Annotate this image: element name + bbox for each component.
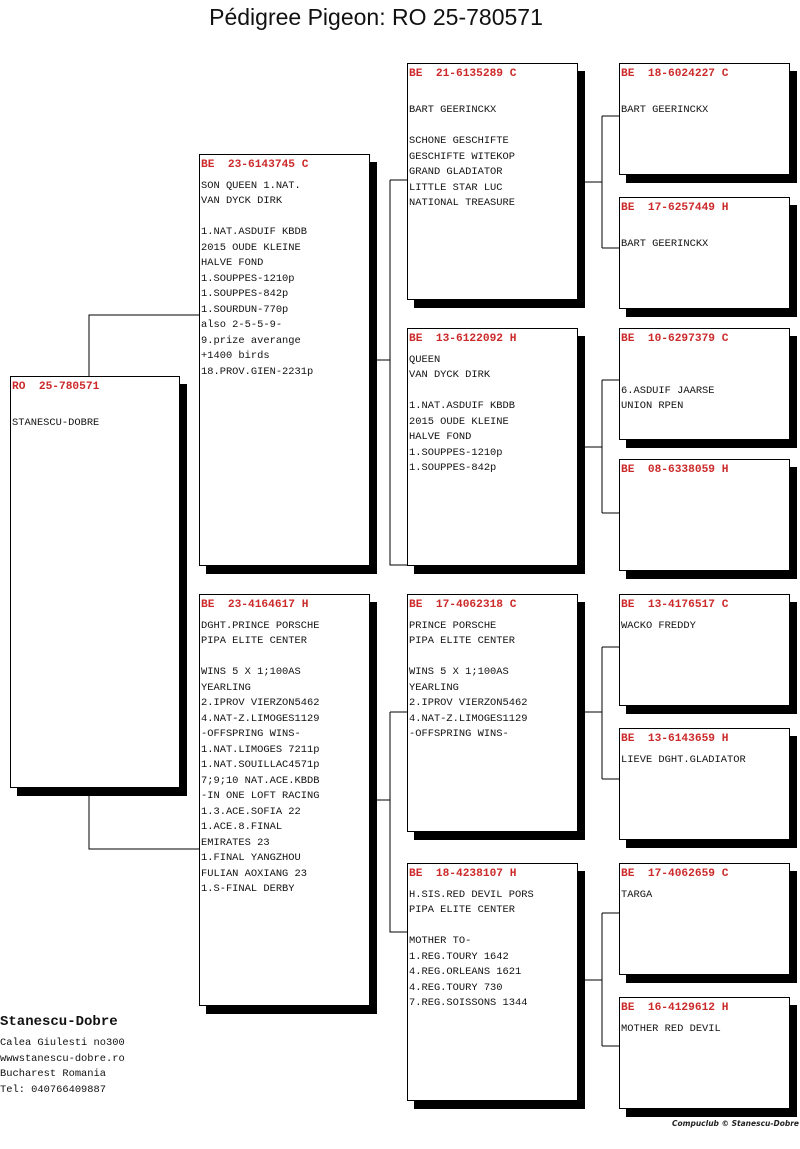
info-line: YEARLING bbox=[201, 681, 251, 694]
info-line: 4.NAT-Z.LIMOGES1129 bbox=[201, 712, 320, 725]
sire-dam-card bbox=[407, 328, 578, 566]
info-line: 18.PROV.GIEN-2231p bbox=[201, 365, 314, 378]
ds-sire-card bbox=[619, 594, 790, 706]
info-line: WINS 5 X 1;100AS bbox=[201, 666, 301, 678]
info-line: 2.IPROV VIERZON5462 bbox=[409, 697, 528, 709]
info-line bbox=[621, 88, 789, 104]
info-line: PIPA ELITE CENTER bbox=[409, 635, 516, 647]
sd-sire-lines bbox=[621, 353, 789, 415]
info-line bbox=[409, 650, 577, 666]
info-line bbox=[201, 650, 369, 666]
info-line: 1.SOUPPES-1210p bbox=[409, 446, 503, 459]
info-line: 4.REG.TOURY 730 bbox=[409, 981, 503, 994]
info-line: UNION RPEN bbox=[621, 400, 684, 412]
ss-sire-card bbox=[619, 63, 790, 175]
sire-sire-card bbox=[407, 63, 578, 300]
owner-phone: Tel: 040766409887 bbox=[0, 1083, 107, 1096]
info-line: VAN DYCK DIRK bbox=[201, 195, 283, 207]
info-line bbox=[12, 401, 179, 417]
info-line: QUEEN bbox=[409, 353, 441, 366]
info-line: WACKO FREDDY bbox=[621, 619, 696, 632]
dd-dam-ring: BE 16-4129612 H bbox=[621, 1002, 729, 1014]
ss-dam-card bbox=[619, 197, 790, 309]
info-line: -IN ONE LOFT RACING bbox=[201, 790, 320, 802]
info-line: 1.3.ACE.SOFIA 22 bbox=[201, 805, 301, 818]
info-line: 2.IPROV VIERZON5462 bbox=[201, 697, 320, 709]
info-line: HALVE FOND bbox=[409, 431, 472, 443]
info-line bbox=[409, 88, 577, 104]
sire-sire-lines bbox=[409, 88, 577, 212]
ss-sire-ring: BE 18-6024227 C bbox=[621, 68, 729, 80]
owner-block bbox=[0, 1014, 125, 1098]
owner-website: wwwstanescu-dobre.ro bbox=[0, 1052, 125, 1065]
info-line: -OFFSPRING WINS- bbox=[409, 728, 509, 740]
info-line bbox=[409, 119, 577, 135]
info-line: 2015 OUDE KLEINE bbox=[201, 241, 301, 254]
info-line: LITTLE STAR LUC bbox=[409, 181, 503, 194]
sire-card bbox=[199, 154, 370, 566]
info-line: 4.REG.ORLEANS 1621 bbox=[409, 966, 522, 978]
subject-ring: RO 25-780571 bbox=[12, 381, 100, 393]
info-line: MOTHER RED DEVIL bbox=[621, 1022, 721, 1035]
info-line: 4.NAT-Z.LIMOGES1129 bbox=[409, 712, 528, 725]
sire-sire-ring: BE 21-6135289 C bbox=[409, 68, 517, 80]
info-line bbox=[201, 210, 369, 226]
subject-lines bbox=[12, 401, 179, 432]
info-line: GESCHIFTE WITEKOP bbox=[409, 150, 516, 163]
info-line: HALVE FOND bbox=[201, 257, 264, 269]
dam-sire-lines bbox=[409, 619, 577, 743]
info-line: LIEVE DGHT.GLADIATOR bbox=[621, 753, 746, 766]
sire-dam-lines bbox=[409, 353, 577, 477]
info-line: PIPA ELITE CENTER bbox=[409, 904, 516, 916]
footer-credit: Compuclub © Stanescu-Dobre bbox=[672, 1119, 799, 1128]
info-line bbox=[621, 222, 789, 238]
info-line: YEARLING bbox=[409, 681, 459, 694]
dd-sire-ring: BE 17-4062659 C bbox=[621, 868, 729, 880]
dd-sire-lines bbox=[621, 888, 789, 904]
info-line: STANESCU-DOBRE bbox=[12, 417, 100, 429]
info-line: H.SIS.RED DEVIL PORS bbox=[409, 888, 534, 901]
dd-sire-card bbox=[619, 863, 790, 975]
dam-ring: BE 23-4164617 H bbox=[201, 599, 309, 611]
dam-dam-card bbox=[407, 863, 578, 1101]
owner-name: Stanescu-Dobre bbox=[0, 1014, 118, 1030]
sire-lines bbox=[201, 179, 369, 381]
sd-sire-card bbox=[619, 328, 790, 440]
info-line: 1.REG.TOURY 1642 bbox=[409, 950, 509, 963]
info-line: 9.prize averange bbox=[201, 334, 301, 347]
dam-dam-lines bbox=[409, 888, 577, 1012]
info-line: 6.ASDUIF JAARSE bbox=[621, 384, 715, 397]
info-line bbox=[409, 919, 577, 935]
info-line: 1.FINAL YANGZHOU bbox=[201, 852, 301, 864]
info-line: 1.SOUPPES-842p bbox=[201, 288, 289, 300]
info-line: 1.NAT.LIMOGES 7211p bbox=[201, 743, 320, 756]
info-line bbox=[621, 353, 789, 369]
sd-dam-ring: BE 08-6338059 H bbox=[621, 464, 729, 476]
dam-card bbox=[199, 594, 370, 1006]
info-line: 1.NAT.ASDUIF KBDB bbox=[409, 400, 516, 412]
sd-dam-card bbox=[619, 459, 790, 571]
info-line: DGHT.PRINCE PORSCHE bbox=[201, 619, 320, 632]
info-line: 1.NAT.ASDUIF KBDB bbox=[201, 226, 308, 238]
sire-dam-ring: BE 13-6122092 H bbox=[409, 333, 517, 345]
info-line: WINS 5 X 1;100AS bbox=[409, 666, 509, 678]
info-line: BART GEERINCKX bbox=[621, 238, 709, 250]
info-line: BART GEERINCKX bbox=[621, 104, 709, 116]
sd-sire-ring: BE 10-6297379 C bbox=[621, 333, 729, 345]
info-line: 1.SOUPPES-842p bbox=[409, 462, 497, 474]
info-line: SON QUEEN 1.NAT. bbox=[201, 179, 301, 192]
info-line: 1.ACE.8.FINAL bbox=[201, 821, 283, 833]
dd-dam-lines bbox=[621, 1022, 789, 1038]
info-line: 1.S-FINAL DERBY bbox=[201, 883, 295, 895]
info-line: SCHONE GESCHIFTE bbox=[409, 135, 509, 147]
ds-sire-ring: BE 13-4176517 C bbox=[621, 599, 729, 611]
info-line bbox=[621, 368, 789, 384]
info-line: NATIONAL TREASURE bbox=[409, 197, 516, 209]
owner-city: Bucharest Romania bbox=[0, 1068, 107, 1080]
info-line: 7.REG.SOISSONS 1344 bbox=[409, 997, 528, 1009]
info-line: PRINCE PORSCHE bbox=[409, 619, 497, 632]
dam-dam-ring: BE 18-4238107 H bbox=[409, 868, 517, 880]
subject-card bbox=[10, 376, 180, 788]
info-line: 1.SOURDUN-770p bbox=[201, 303, 289, 316]
info-line: 7;9;10 NAT.ACE.KBDB bbox=[201, 774, 320, 787]
info-line: FULIAN AOXIANG 23 bbox=[201, 867, 308, 880]
info-line: GRAND GLADIATOR bbox=[409, 166, 503, 178]
info-line: 1.SOUPPES-1210p bbox=[201, 272, 295, 285]
owner-address: Calea Giulesti no300 bbox=[0, 1037, 125, 1049]
info-line: 2015 OUDE KLEINE bbox=[409, 415, 509, 428]
dam-sire-card bbox=[407, 594, 578, 832]
info-line: -OFFSPRING WINS- bbox=[201, 728, 301, 740]
sire-ring: BE 23-6143745 C bbox=[201, 159, 309, 171]
info-line: 1.NAT.SOUILLAC4571p bbox=[201, 759, 320, 771]
ds-dam-ring: BE 13-6143659 H bbox=[621, 733, 729, 745]
ss-sire-lines bbox=[621, 88, 789, 119]
ss-dam-ring: BE 17-6257449 H bbox=[621, 202, 729, 214]
info-line bbox=[409, 384, 577, 400]
ds-sire-lines bbox=[621, 619, 789, 635]
ds-dam-lines bbox=[621, 753, 789, 769]
info-line: BART GEERINCKX bbox=[409, 104, 497, 116]
info-line: PIPA ELITE CENTER bbox=[201, 635, 308, 647]
info-line: MOTHER TO- bbox=[409, 935, 472, 947]
info-line: VAN DYCK DIRK bbox=[409, 369, 491, 381]
dam-lines bbox=[201, 619, 369, 898]
info-line: +1400 birds bbox=[201, 350, 270, 362]
ss-dam-lines bbox=[621, 222, 789, 253]
info-line: also 2-5-5-9- bbox=[201, 319, 283, 331]
info-line: EMIRATES 23 bbox=[201, 836, 270, 849]
ds-dam-card bbox=[619, 728, 790, 840]
dam-sire-ring: BE 17-4062318 C bbox=[409, 599, 517, 611]
page-title: Pédigree Pigeon: RO 25-780571 bbox=[209, 4, 543, 30]
info-line: TARGA bbox=[621, 888, 653, 901]
dd-dam-card bbox=[619, 997, 790, 1109]
